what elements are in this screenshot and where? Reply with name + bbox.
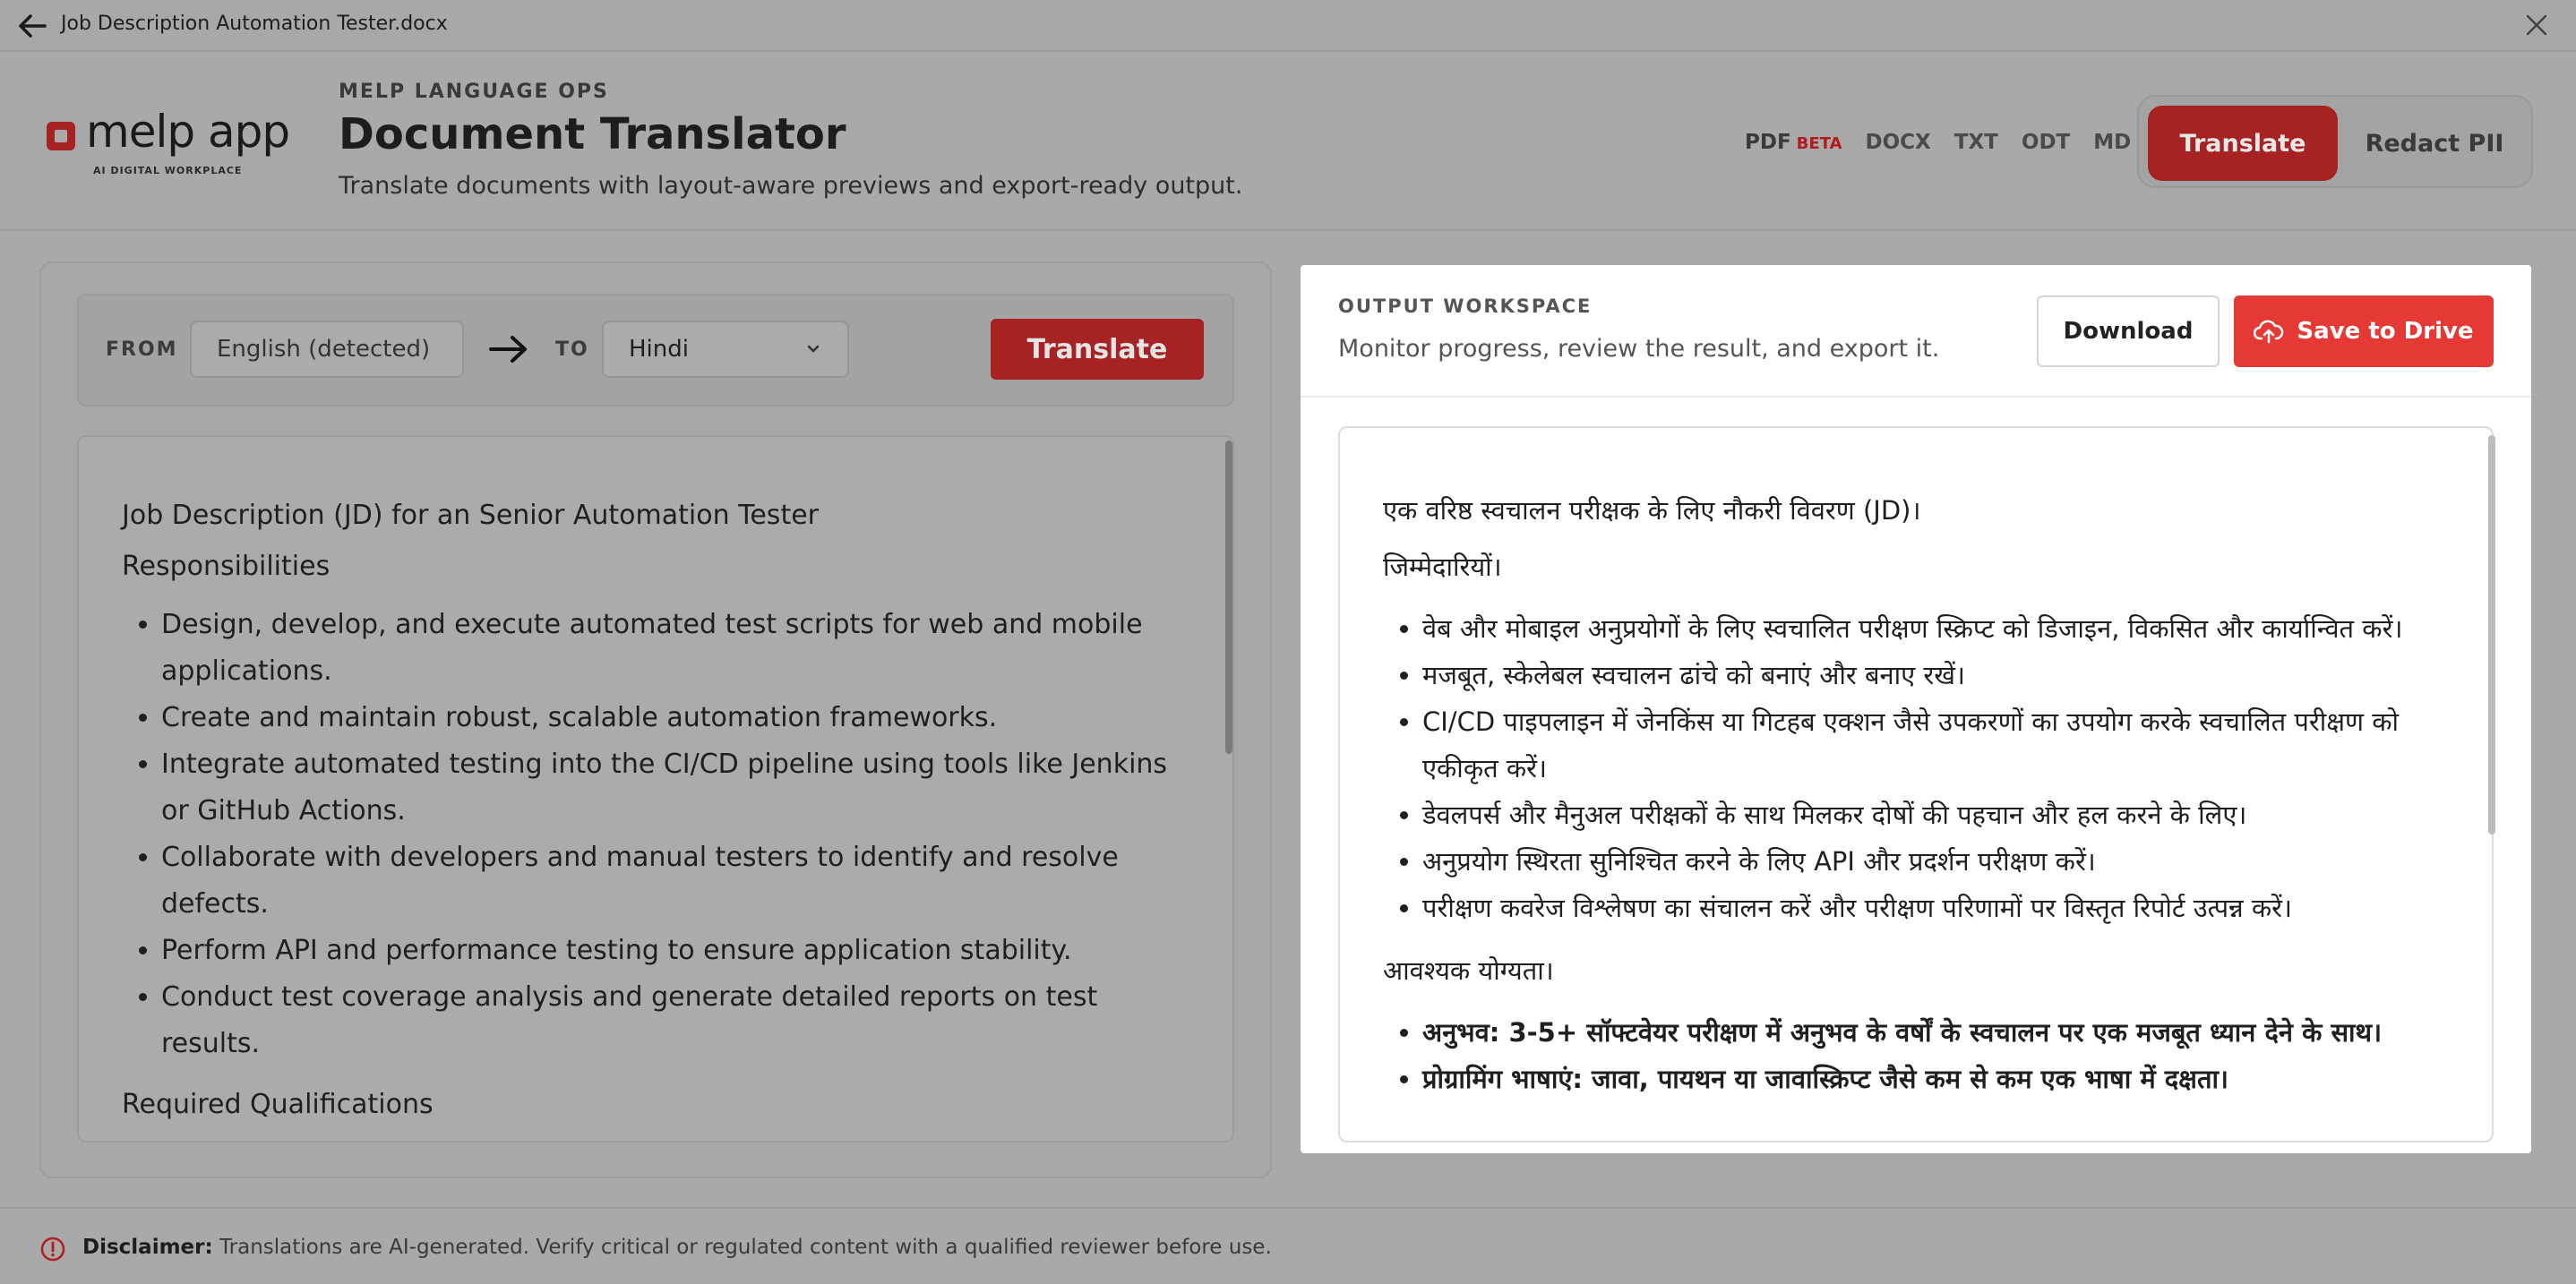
target-language-select[interactable]: [602, 321, 849, 378]
list-item: • Conduct test coverage analysis and generate detailed reports on test results.: [161, 974, 1188, 1067]
mode-redact-pii-button[interactable]: Redact PII: [2365, 129, 2504, 158]
list-item: • अनुभव: 3-5+ सॉफ्टवेयर परीक्षण में अनुभव के वर्षों के स्वचालन पर एक मजबूत ध्यान देने के साथ।: [1422, 1009, 2458, 1056]
from-label: FROM: [106, 338, 178, 361]
list-item: • वेब और मोबाइल अनुप्रयोगों के लिए स्वचालित परीक्षण स्क्रिप्ट को डिजाइन, विकसित और कार्यान्वित करें।: [1422, 605, 2458, 652]
logo-wordmark: melp app: [86, 106, 290, 158]
cloud-upload-icon: [2254, 319, 2284, 344]
format-txt: TXT: [1953, 131, 1998, 154]
source-language-field[interactable]: English (detected): [190, 321, 464, 378]
save-to-drive-button[interactable]: [2234, 295, 2494, 367]
list-item: • Perform API and performance testing to ensure application stability.: [161, 928, 1188, 974]
source-scrollbar[interactable]: [1225, 441, 1232, 754]
disclaimer-text: [82, 1236, 1272, 1259]
list-item: • मजबूत, स्केलेबल स्वचालन ढांचे को बनाएं और बनाए रखें।: [1422, 652, 2458, 698]
supported-formats: [1745, 131, 2131, 154]
chevron-down-icon: [806, 344, 820, 355]
mode-toggle: [2137, 95, 2533, 188]
format-docx: DOCX: [1865, 131, 1931, 154]
list-item: • Integrate automated testing into the CI/CD pipeline using tools like Jenkins or GitHub Actions.: [161, 741, 1188, 835]
list-item: • Design, develop, and execute automated test scripts for web and mobile applications.: [161, 602, 1188, 695]
to-label: TO: [555, 338, 589, 361]
beta-badge: BETA: [1796, 134, 1842, 153]
mode-translate-button[interactable]: Translate: [2148, 106, 2338, 181]
list-item: • प्रोग्रामिंग भाषाएं: जावा, पायथन या जावास्क्रिप्ट जैसे कम से कम एक भाषा में दक्षता।: [1422, 1056, 2458, 1102]
page-subtitle: Translate documents with layout-aware previews and export-ready output.: [339, 172, 1243, 200]
logo-subtitle: AI DIGITAL WORKPLACE: [93, 165, 243, 176]
list-item: • Create and maintain robust, scalable automation frameworks.: [161, 695, 1188, 741]
page-title: Document Translator: [339, 109, 846, 159]
arrow-right-icon: [487, 333, 530, 365]
output-scrollbar[interactable]: [2488, 435, 2495, 835]
workspace-header: [1301, 265, 2531, 398]
window-titlebar: [0, 0, 2576, 52]
list-item: • CI/CD पाइपलाइन में जेनकिंस या गिटहब एक्शन जैसे उपकरणों का उपयोग करके स्वचालित परीक्षण को एकीकृत करें।: [1422, 698, 2458, 792]
source-responsibilities-list: [122, 602, 1188, 1067]
window-title: Job Description Automation Tester.docx: [61, 13, 448, 35]
workspace-subtitle: Monitor progress, review the result, and export it.: [1338, 335, 1940, 363]
format-pdf: PDF BETA: [1745, 131, 1842, 154]
download-button[interactable]: Download: [2037, 295, 2220, 367]
format-md: MD: [2093, 131, 2132, 154]
output-document-preview[interactable]: [1338, 426, 2494, 1143]
output-heading: एक वरिष्ठ स्वचालन परीक्षक के लिए नौकरी विवरण (JD)।: [1383, 495, 1921, 526]
list-item: • अनुप्रयोग स्थिरता सुनिश्चित करने के लिए API और प्रदर्शन परीक्षण करें।: [1422, 838, 2458, 885]
header-eyebrow: MELP LANGUAGE OPS: [339, 81, 609, 103]
melp-logo-mark-icon: [45, 120, 77, 152]
close-icon[interactable]: [2522, 11, 2551, 39]
format-odt: ODT: [2021, 131, 2071, 154]
disclaimer-label: Disclaimer:: [82, 1236, 213, 1259]
output-responsibilities-list: [1383, 605, 2458, 931]
output-workspace-panel: [1301, 265, 2531, 1153]
disclaimer-body: Translations are AI-generated. Verify critical or regulated content with a qualified reviewer before use.: [219, 1236, 1272, 1259]
source-heading: Job Description (JD) for an Senior Automation Tester: [122, 500, 819, 531]
target-language-value: Hindi: [629, 336, 689, 363]
workspace-eyebrow: OUTPUT WORKSPACE: [1338, 295, 1593, 317]
source-section-title: Responsibilities: [122, 551, 331, 582]
output-section-title: जिम्मेदारियों।: [1383, 552, 1502, 582]
list-item: • डेवलपर्स और मैनुअल परीक्षकों के साथ मिलकर दोषों की पहचान और हल करने के लिए।: [1422, 792, 2458, 838]
save-to-drive-label: Save to Drive: [2297, 318, 2474, 345]
back-arrow-icon[interactable]: [16, 11, 48, 41]
source-next-section: Required Qualifications: [122, 1089, 434, 1120]
info-alert-icon: [39, 1236, 66, 1263]
translate-button[interactable]: Translate: [991, 319, 1204, 380]
output-qualifications-list: [1383, 1009, 2458, 1102]
output-section2-title: आवश्यक योग्यता।: [1383, 955, 1554, 986]
list-item: • परीक्षण कवरेज विश्लेषण का संचालन करें और परीक्षण परिणामों पर विस्तृत रिपोर्ट उत्पन्न करें।: [1422, 885, 2458, 931]
source-document-preview[interactable]: [77, 435, 1234, 1143]
list-item: • Collaborate with developers and manual testers to identify and resolve defects.: [161, 835, 1188, 928]
